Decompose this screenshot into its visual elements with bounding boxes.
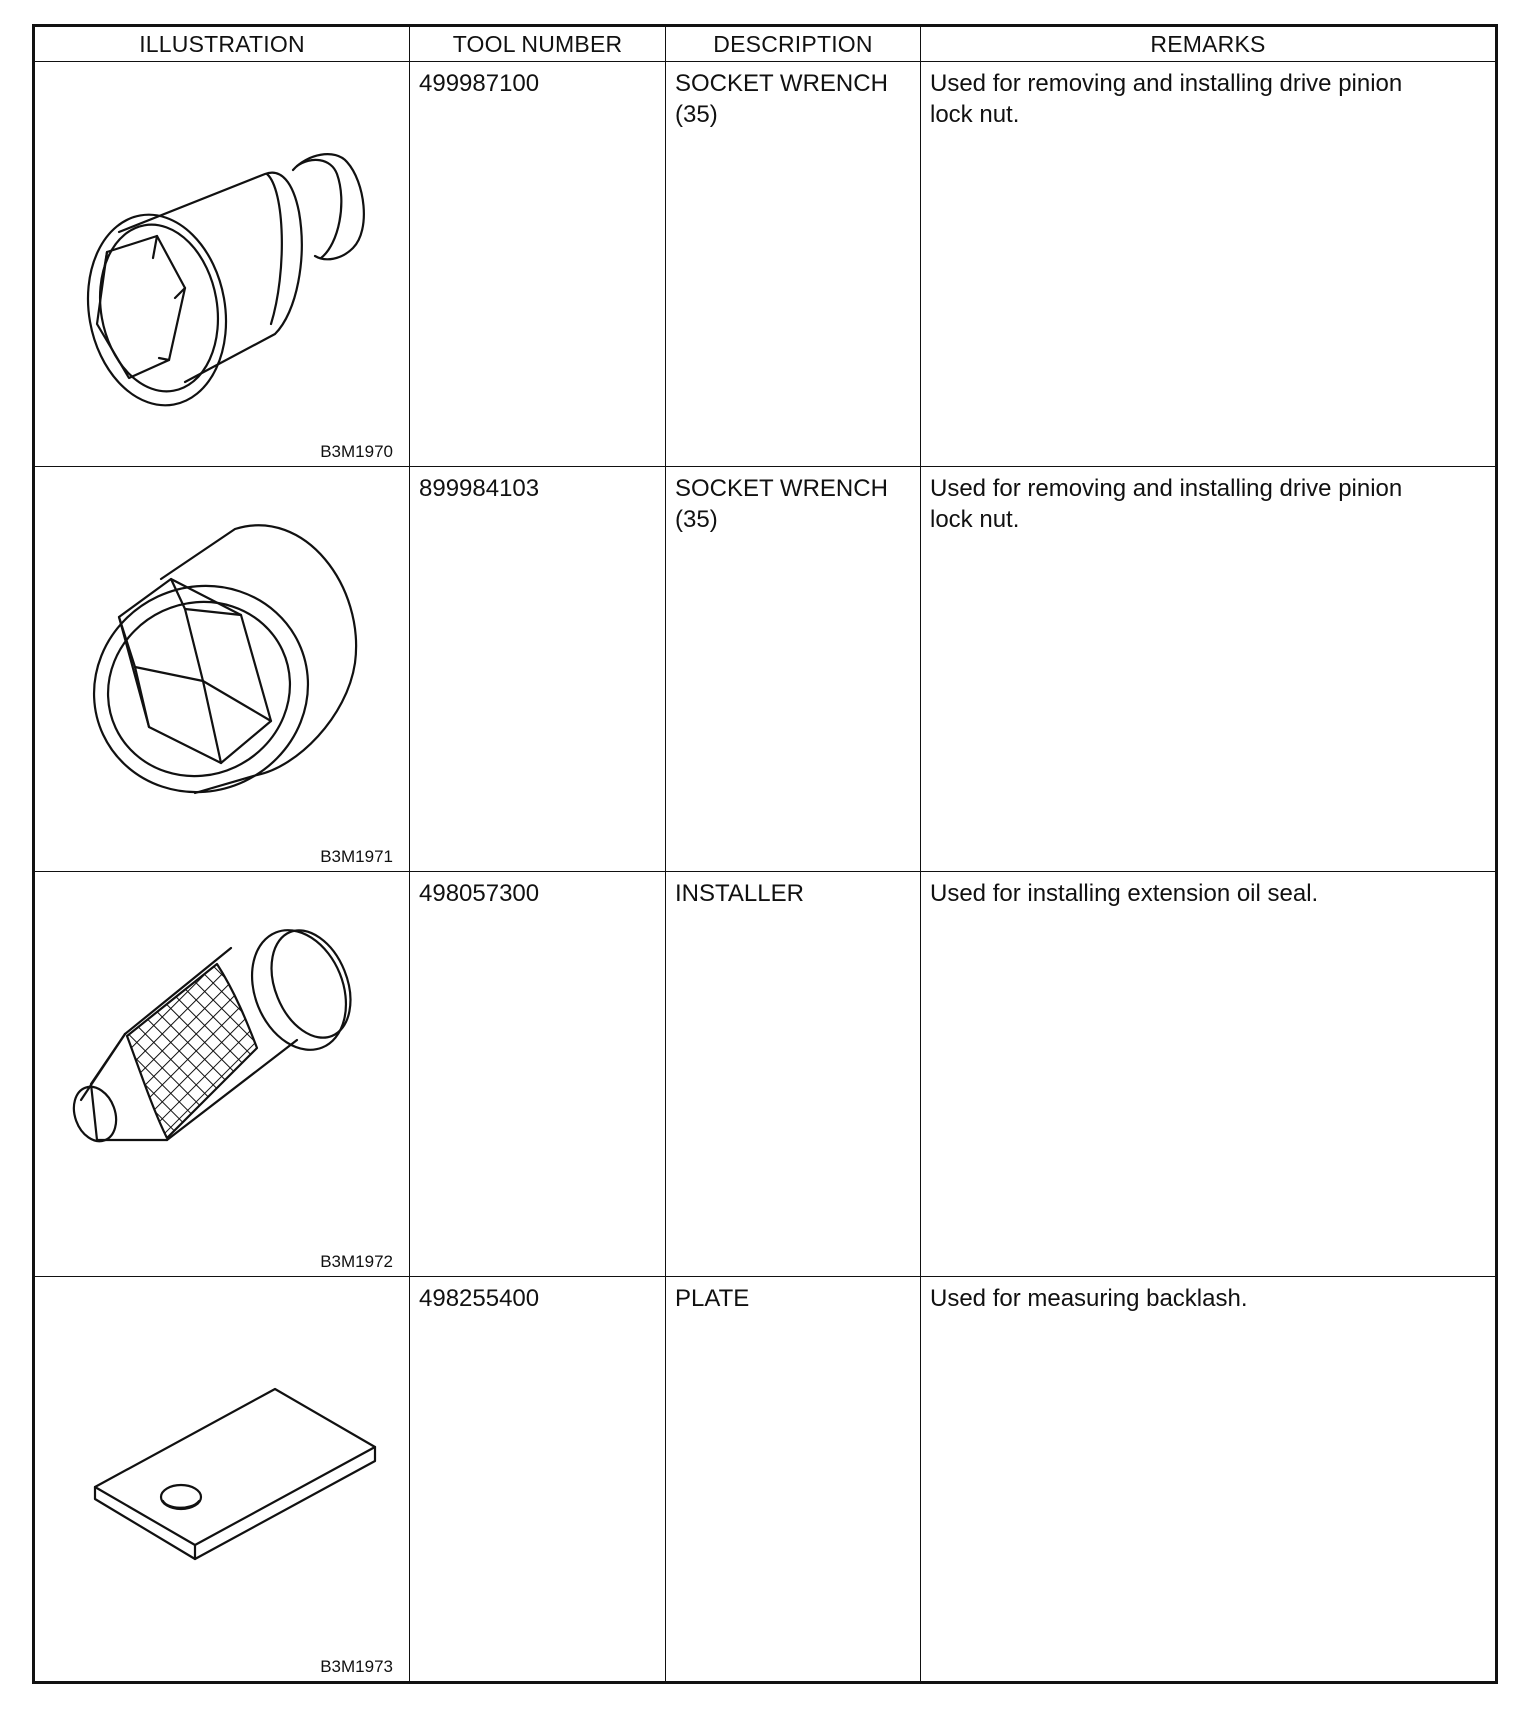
- illustration-cell: [34, 467, 410, 872]
- remarks-cell: [921, 1277, 1497, 1683]
- tool-number-cell: [410, 467, 666, 872]
- remarks-cell: [921, 872, 1497, 1277]
- figure-code: B3M1972: [320, 1252, 393, 1271]
- plate-icon: [35, 1277, 411, 1681]
- socket-wrench-with-drive-icon: [35, 62, 411, 466]
- tool-number-cell: [410, 62, 666, 467]
- description: SOCKET WRENCH (35): [675, 70, 888, 128]
- figure-code: B3M1973: [320, 1657, 393, 1676]
- header-row: [34, 26, 1497, 62]
- tool-number: 498057300: [419, 880, 540, 907]
- description-cell: [666, 62, 921, 467]
- table-row: [34, 872, 1497, 1277]
- description: SOCKET WRENCH (35): [675, 475, 888, 533]
- table-row: [34, 62, 1497, 467]
- remarks: Used for measuring backlash.: [930, 1285, 1248, 1312]
- remarks: Used for installing extension oil seal.: [930, 880, 1319, 907]
- remarks-cell: [921, 62, 1497, 467]
- header-illustration: ILLUSTRATION: [34, 26, 410, 62]
- tool-number: 498255400: [419, 1285, 540, 1312]
- remarks: Used for removing and installing drive pinion lock nut.: [930, 70, 1403, 128]
- tool-number-cell: [410, 872, 666, 1277]
- remarks-cell: [921, 467, 1497, 872]
- description-cell: [666, 872, 921, 1277]
- table-row: [34, 467, 1497, 872]
- header-tool-number: TOOL NUMBER: [410, 26, 666, 62]
- header-remarks: REMARKS: [921, 26, 1497, 62]
- figure-code: B3M1970: [320, 442, 393, 461]
- tool-number-cell: [410, 1277, 666, 1683]
- description-cell: [666, 1277, 921, 1683]
- description: INSTALLER: [675, 880, 804, 907]
- header-description: DESCRIPTION: [666, 26, 921, 62]
- installer-icon: [35, 872, 411, 1276]
- illustration-cell: [34, 62, 410, 467]
- table-row: [34, 1277, 1497, 1683]
- illustration-cell: [34, 1277, 410, 1683]
- special-tools-table: [32, 24, 1498, 1684]
- tool-number: 499987100: [419, 70, 540, 97]
- remarks: Used for removing and installing drive pinion lock nut.: [930, 475, 1403, 533]
- tool-number: 899984103: [419, 475, 540, 502]
- figure-code: B3M1971: [320, 847, 393, 866]
- description: PLATE: [675, 1285, 750, 1312]
- description-cell: [666, 467, 921, 872]
- illustration-cell: [34, 872, 410, 1277]
- socket-wrench-icon: [35, 467, 411, 871]
